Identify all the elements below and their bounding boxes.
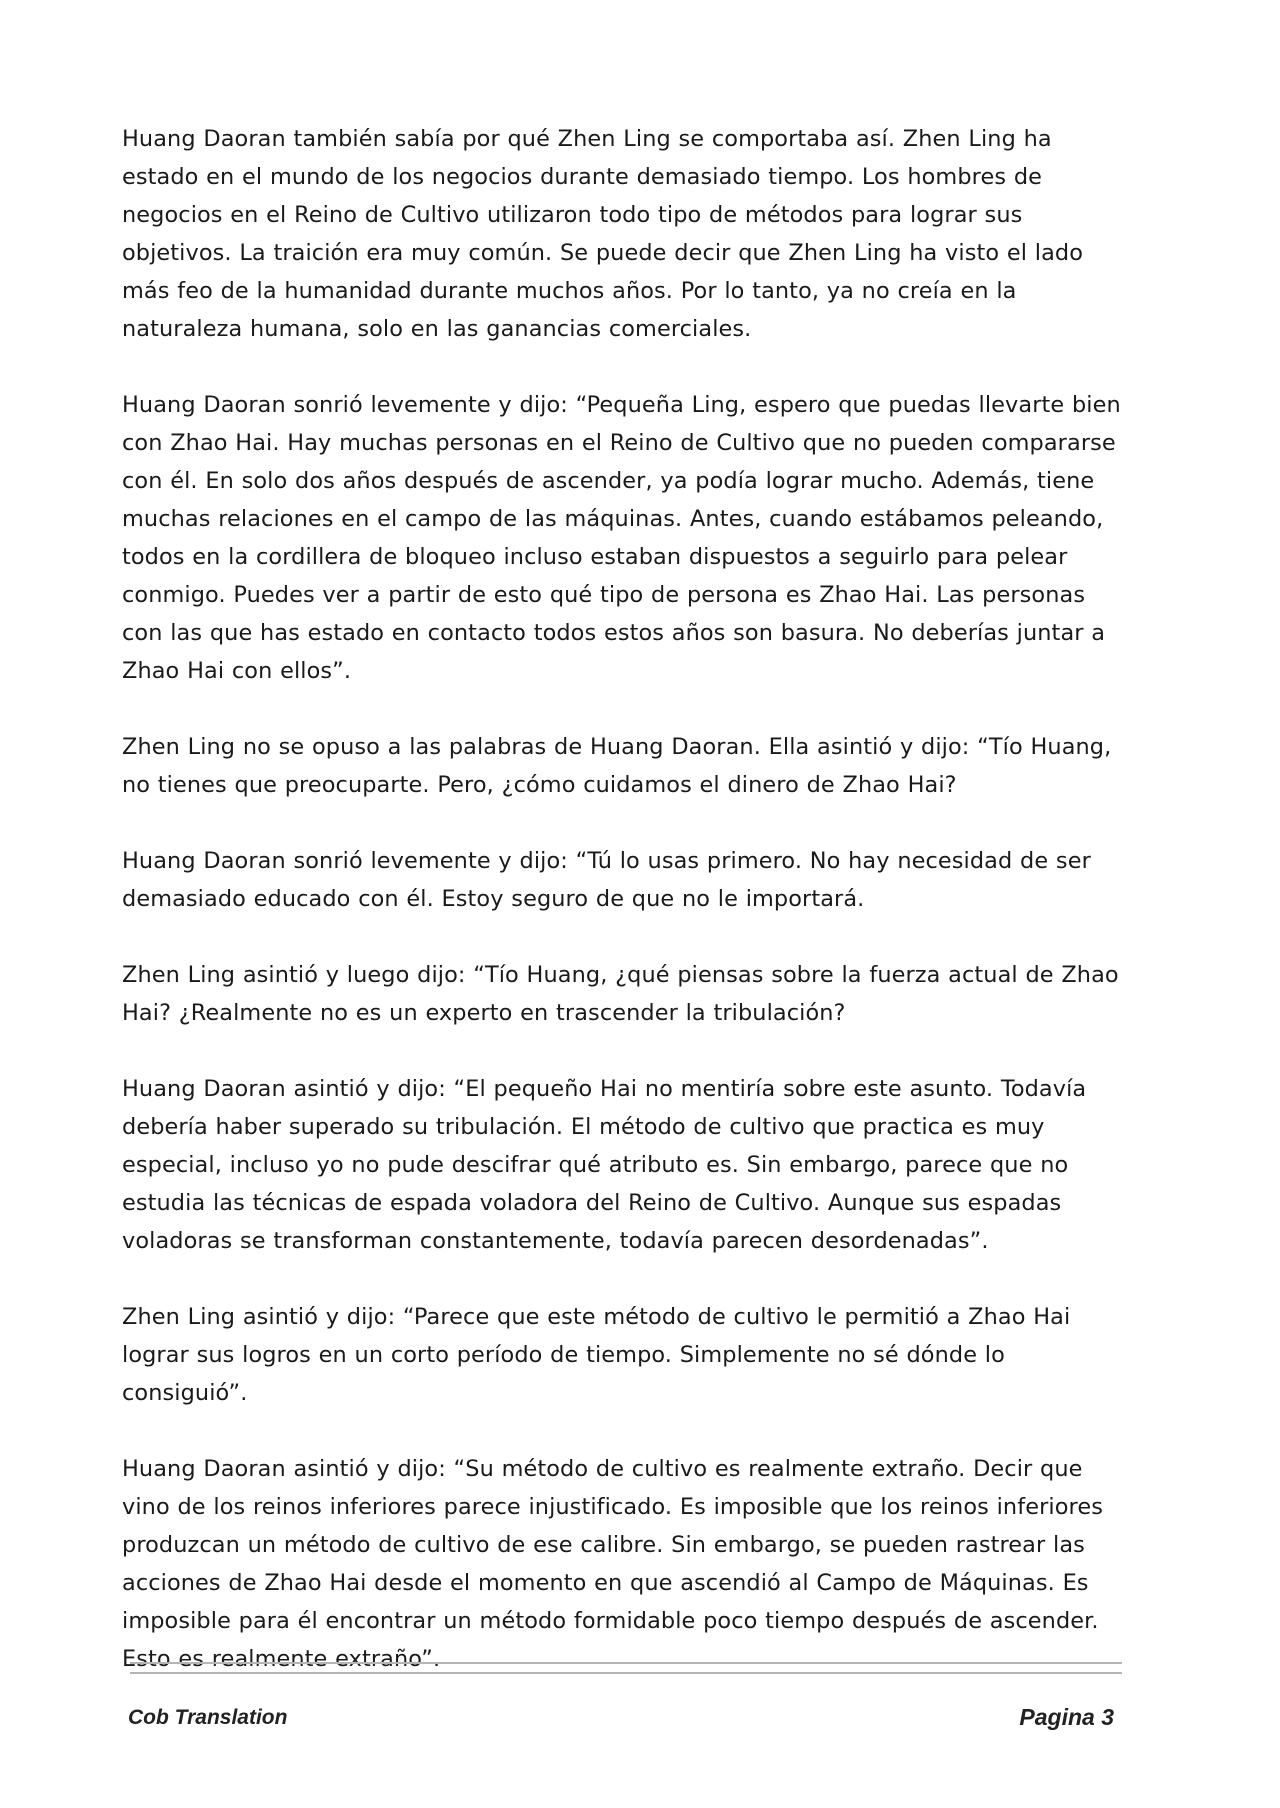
paragraph-6: Huang Daoran asintió y dijo: “El pequeño Hai no mentiría sobre este asunto. Todavía debería haber superado su tribulación. El método de cultivo que practica es muy especial, incluso yo no pude descifrar qué atributo es. Sin embargo, parece que no estudia las técnicas de espada voladora del Reino de Cultivo. Aunque sus espadas voladoras se transforman constantemente, todavía parecen desordenadas”.	[122, 1076, 1087, 1254]
paragraph-5: Zhen Ling asintió y luego dijo: “Tío Huang, ¿qué piensas sobre la fuerza actual de Zhao Hai? ¿Realmente no es un experto en trascender la tribulación?	[122, 962, 1119, 1026]
document-body	[122, 120, 1132, 1716]
page-number: Pagina 3	[1019, 1704, 1114, 1730]
paragraph-2: Huang Daoran sonrió levemente y dijo: “Pequeña Ling, espero que puedas llevarte bien con Zhao Hai. Hay muchas personas en el Reino de Cultivo que no pueden compararse con él. En solo dos años después de ascender, ya podía lograr mucho. Además, tiene muchas relaciones en el campo de las máquinas. Antes, cuando estábamos peleando, todos en la cordillera de bloqueo incluso estaban dispuestos a seguirlo para pelear conmigo. Puedes ver a partir de esto qué tipo de persona es Zhao Hai. Las personas con las que has estado en contacto todos estos años son basura. No deberías juntar a Zhao Hai con ellos”.	[122, 392, 1121, 684]
paragraph-1: Huang Daoran también sabía por qué Zhen Ling se comportaba así. Zhen Ling ha estado en el mundo de los negocios durante demasiado tiempo. Los hombres de negocios en el Reino de Cultivo utilizaron todo tipo de métodos para lograr sus objetivos. La traición era muy común. Se puede decir que Zhen Ling ha visto el lado más feo de la humanidad durante muchos años. Por lo tanto, ya no creía en la naturaleza humana, solo en las ganancias comerciales.	[122, 126, 1084, 342]
paragraph-3: Zhen Ling no se opuso a las palabras de Huang Daoran. Ella asintió y dijo: “Tío Huang, no tienes que preocuparte. Pero, ¿cómo cuidamos el dinero de Zhao Hai?	[122, 734, 1112, 798]
paragraph-7: Zhen Ling asintió y dijo: “Parece que este método de cultivo le permitió a Zhao Hai lograr sus logros en un corto período de tiempo. Simplemente no sé dónde lo consiguió”.	[122, 1304, 1071, 1406]
footer-divider-bottom	[130, 1672, 1122, 1674]
paragraph-4: Huang Daoran sonrió levemente y dijo: “Tú lo usas primero. No hay necesidad de ser demasiado educado con él. Estoy seguro de que no le importará.	[122, 848, 1091, 912]
footer-divider-top	[130, 1662, 1122, 1664]
footer-credit: Cob Translation	[128, 1706, 288, 1729]
paragraph-8: Huang Daoran asintió y dijo: “Su método de cultivo es realmente extraño. Decir que vino de los reinos inferiores parece injustificado. Es imposible que los reinos inferiores produzcan un método de cultivo de ese calibre. Sin embargo, se pueden rastrear las acciones de Zhao Hai desde el momento en que ascendió al Campo de Máquinas. Es imposible para él encontrar un método formidable poco tiempo después de ascender. Esto es realmente extraño”.	[122, 1456, 1103, 1672]
